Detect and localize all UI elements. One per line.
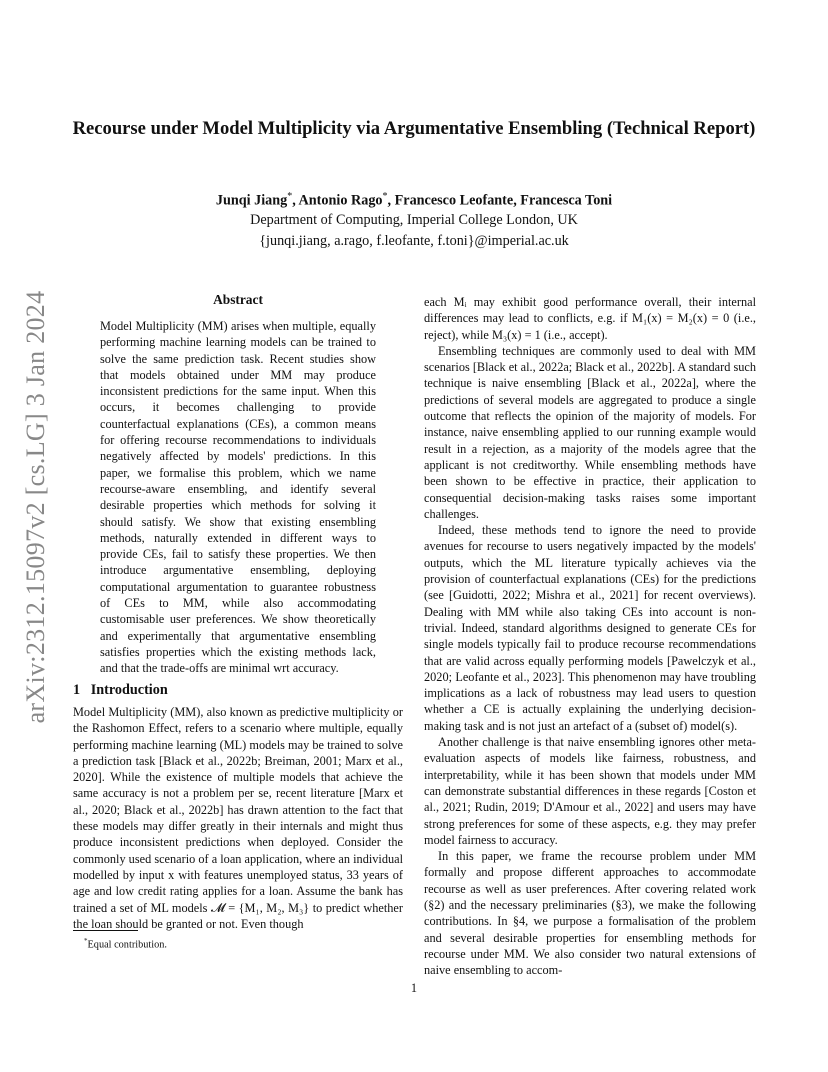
author-mark: * — [382, 191, 388, 202]
body-paragraph: Indeed, these methods tend to ignore the need to provide avenues for recourse to users negatively impacted by the models' outputs, which the ML literature typically achieves via the provision of counterfactual explanations (CEs) for the predictions (see [Guidotti, 2022; Mishra et al., 2021] for recent overviews). Dealing with MM while also taking CEs into account is non-trivial. Indeed, standard algorithms designed to generate CEs for single models typically fail to produce recourse recommendations that are valid across equally performing models [Pawelczyk et al., 2020; Leofante et al., 2023]. This phenomenon may have troubling implications as a lack of robustness may lead users to question whether a CE is actually explaining the underlying decision-making task and is not just an artefact of a (subset of) model(s). — [424, 523, 756, 733]
author-name: Francesco Leofante — [394, 192, 514, 209]
page-number: 1 — [410, 981, 418, 995]
abstract-text — [100, 318, 376, 677]
abstract-heading: Abstract — [213, 292, 263, 307]
footnote-rule — [73, 930, 138, 931]
paper-title: Recourse under Model Multiplicity via Argumentative Ensembling (Technical Report) — [72, 118, 756, 139]
author-emails: {junqi.jiang, a.rago, f.leofante, f.toni}@imperial.ac.uk — [259, 233, 569, 249]
author-name: Junqi Jiang — [215, 192, 288, 209]
section-heading — [73, 682, 168, 699]
intro-left-column — [73, 704, 403, 932]
section-number: 1 — [73, 682, 81, 698]
footnote-text: Equal contribution. — [87, 939, 167, 951]
abstract-paragraph: Model Multiplicity (MM) arises when multiple, equally performing machine learning models can be trained to solve the same prediction task. Recent studies show that models obtained under MM may produce inconsistent predictions for the same input. When this occurs, it becomes challenging to provide counterfactual explanations (CEs), a common means for offering recourse recommendations to individuals negatively affected by models' predictions. In this paper, we formalise this problem, which we name recourse-aware ensembling, and identify several desirable properties which methods for solving it should satisfy. We show that existing ensembling methods, naturally extended in different ways to provide CEs, fail to satisfy these properties. We then introduce argumentative ensembling, deploying computational argumentation to guarantee robustness of CEs to MM, while also accommodating customisable user preferences. We show theoretically and experimentally that argumentative ensembling satisfies properties which the existing methods lack, and that the trade-offs are minimal wrt accuracy. — [100, 319, 376, 676]
body-paragraph: each Mᵢ may exhibit good performance overall, their internal differences may lead to conflicts, e.g. if M₁(x) = M₂(x) = 0 (i.e., reject), while M₃(x) = 1 (i.e., accept). — [424, 295, 756, 342]
arxiv-stamp-text: arXiv:2312.15097v2 [cs.LG] 3 Jan 2024 — [21, 290, 50, 724]
arxiv-stamp — [14, 290, 58, 724]
affiliation-block — [0, 210, 828, 252]
author-list: Junqi Jiang*, Antonio Rago*, Francesco Leofante, Francesca Toni — [215, 191, 613, 209]
right-column — [424, 294, 756, 978]
affiliation: Department of Computing, Imperial College London, UK — [250, 212, 578, 228]
footnote-mark: * — [84, 937, 88, 945]
author-name: Antonio Rago — [298, 192, 383, 209]
footnote — [84, 937, 167, 950]
author-name: Francesca Toni — [520, 192, 613, 209]
author-mark: * — [287, 191, 293, 202]
section-title: Introduction — [90, 682, 168, 698]
intro-paragraph: Model Multiplicity (MM), also known as predictive multiplicity or the Rashomon Effect, refers to a scenario where multiple, equally performing machine learning (ML) models may be trained to solve a prediction task [Black et al., 2022b; Breiman, 2001; Marx et al., 2020]. While the existence of multiple models that achieve the same accuracy is not a problem per se, recent literature [Marx et al., 2020; Black et al., 2022b] has drawn attention to the fact that these models may differ greatly in their internals and might thus produce inconsistent predictions when deployed. Consider the commonly used scenario of a loan application, where an individual modelled by input x with features unemployed status, 33 years of age and low credit rating applies for a loan. Assume the bank has trained a set of ML models 𝓜 = {M₁, M₂, M₃} to predict whether the loan should be granted or not. Even though — [73, 705, 403, 931]
body-paragraph: Ensembling techniques are commonly used to deal with MM scenarios [Black et al., 2022a; Black et al., 2022b]. A standard such technique is naive ensembling [Black et al., 2022a], where the predictions of several models are aggregated to produce a single outcome that reflects the opinion of the majority of models. For instance, naive ensembling applied to our running example would result in a rejection, as a majority of the models agree that the applicant is not creditworthy. While ensembling methods have been shown to be effective in practice, their application to consequential decision-making tasks raises some important challenges. — [424, 343, 756, 521]
body-paragraph: In this paper, we frame the recourse problem under MM formally and propose different approaches to accommodate recourse as well as user preferences. After covering related work (§2) and the necessary preliminaries (§3), we make the following contributions. In §4, we purpose a formalisation of the problem and several desirable properties for ensembling methods for recourse under MM. We also consider two natural extensions of naive ensembling to accom- — [424, 849, 756, 978]
body-paragraph: Another challenge is that naive ensembling ignores other meta-evaluation aspects of models like fairness, robustness, and interpretability, while it has been shown that models under MM can demonstrate substantial differences in these regards [Coston et al., 2021; Rudin, 2019; D'Amour et al., 2022] and users may have strong preferences for some of these aspects, e.g. they may prefer model fairness to accuracy. — [424, 735, 756, 847]
